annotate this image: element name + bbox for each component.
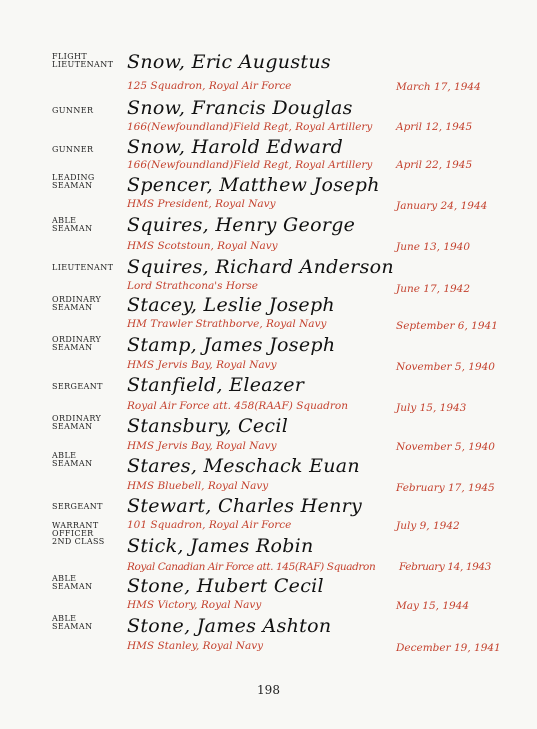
entry-rank: GUNNER bbox=[52, 145, 94, 154]
entry-name: Stewart, Charles Henry bbox=[127, 495, 363, 517]
memorial-entry bbox=[0, 51, 537, 91]
entry-rank: ABLE SEAMAN bbox=[52, 216, 93, 233]
entry-date: April 12, 1945 bbox=[396, 121, 473, 133]
entry-name: Stanfield, Eleazer bbox=[127, 374, 305, 396]
entry-unit: HMS Stanley, Royal Navy bbox=[127, 640, 264, 652]
entry-date: July 15, 1943 bbox=[396, 402, 467, 414]
entry-rank: LIEUTENANT bbox=[52, 263, 114, 272]
entry-name: Stares, Meschack Euan bbox=[127, 455, 360, 477]
entry-unit: HMS Jervis Bay, Royal Navy bbox=[127, 359, 277, 371]
entry-rank: WARRANT OFFICER 2ND CLASS bbox=[52, 521, 105, 546]
entry-unit: HMS Scotstoun, Royal Navy bbox=[127, 240, 278, 252]
entry-unit: 166(Newfoundland)Field Regt, Royal Artillery bbox=[127, 159, 373, 171]
entry-date: January 24, 1944 bbox=[396, 200, 488, 212]
page-number: 198 bbox=[257, 683, 280, 697]
entry-name: Stacey, Leslie Joseph bbox=[127, 294, 335, 316]
entry-rank: SERGEANT bbox=[52, 502, 103, 511]
entry-unit: Lord Strathcona's Horse bbox=[127, 280, 258, 292]
entry-rank: ORDINARY SEAMAN bbox=[52, 295, 102, 312]
memorial-entry bbox=[0, 575, 537, 615]
entry-rank: FLIGHT LIEUTENANT bbox=[52, 52, 114, 69]
entry-rank: ABLE SEAMAN bbox=[52, 574, 93, 591]
entry-date: July 9, 1942 bbox=[396, 520, 460, 532]
memorial-entry bbox=[0, 174, 537, 214]
entry-name: Stone, James Ashton bbox=[127, 615, 332, 637]
entry-date: February 17, 1945 bbox=[396, 482, 495, 494]
memorial-entry bbox=[0, 334, 537, 374]
entry-name: Snow, Francis Douglas bbox=[127, 97, 353, 119]
entry-unit: HMS President, Royal Navy bbox=[127, 198, 276, 210]
entry-rank: ABLE SEAMAN bbox=[52, 451, 93, 468]
entry-rank: SERGEANT bbox=[52, 382, 103, 391]
entry-name: Snow, Eric Augustus bbox=[127, 51, 331, 73]
memorial-entry bbox=[0, 415, 537, 455]
entry-date: March 17, 1944 bbox=[396, 81, 481, 93]
entry-date: June 17, 1942 bbox=[396, 283, 471, 295]
entry-date: May 15, 1944 bbox=[396, 600, 470, 612]
entry-date: June 13, 1940 bbox=[396, 241, 471, 253]
entry-date: November 5, 1940 bbox=[396, 441, 495, 453]
entry-name: Snow, Harold Edward bbox=[127, 136, 344, 158]
entry-rank: ABLE SEAMAN bbox=[52, 614, 93, 631]
entry-date: September 6, 1941 bbox=[396, 320, 498, 332]
entry-date: December 19, 1941 bbox=[396, 642, 501, 654]
entry-name: Stansbury, Cecil bbox=[127, 415, 289, 437]
memorial-entry bbox=[0, 214, 537, 254]
memorial-entry bbox=[0, 374, 537, 414]
entry-unit: HMS Jervis Bay, Royal Navy bbox=[127, 440, 277, 452]
memorial-entry bbox=[0, 97, 537, 137]
entry-rank: GUNNER bbox=[52, 106, 94, 115]
entry-name: Stone, Hubert Cecil bbox=[127, 575, 324, 597]
memorial-entry bbox=[0, 256, 537, 296]
memorial-entry bbox=[0, 294, 537, 334]
entry-date: April 22, 1945 bbox=[396, 159, 473, 171]
entry-unit: Royal Canadian Air Force att. 145(RAF) Squadron bbox=[127, 561, 376, 573]
memorial-entry bbox=[0, 615, 537, 655]
entry-name: Squires, Henry George bbox=[127, 214, 356, 236]
entry-rank: ORDINARY SEAMAN bbox=[52, 335, 102, 352]
entry-name: Spencer, Matthew Joseph bbox=[127, 174, 380, 196]
memorial-entry bbox=[0, 451, 537, 495]
entry-name: Stick, James Robin bbox=[127, 535, 314, 557]
entry-rank: LEADING SEAMAN bbox=[52, 173, 95, 190]
entry-name: Stamp, James Joseph bbox=[127, 334, 336, 356]
entry-date: February 14, 1943 bbox=[399, 561, 491, 573]
entry-unit: Royal Air Force att. 458(RAAF) Squadron bbox=[127, 400, 348, 412]
entry-unit: 125 Squadron, Royal Air Force bbox=[127, 80, 292, 92]
entry-date: November 5, 1940 bbox=[396, 361, 495, 373]
entry-unit: HMS Bluebell, Royal Navy bbox=[127, 480, 269, 492]
memorial-entry bbox=[0, 136, 537, 176]
entry-rank: ORDINARY SEAMAN bbox=[52, 414, 102, 431]
entry-unit: 101 Squadron, Royal Air Force bbox=[127, 519, 292, 531]
entry-unit: HMS Victory, Royal Navy bbox=[127, 599, 262, 611]
entry-unit: 166(Newfoundland)Field Regt, Royal Artillery bbox=[127, 121, 373, 133]
entry-name: Squires, Richard Anderson bbox=[127, 256, 394, 278]
entry-unit: HM Trawler Strathborve, Royal Navy bbox=[127, 318, 327, 330]
